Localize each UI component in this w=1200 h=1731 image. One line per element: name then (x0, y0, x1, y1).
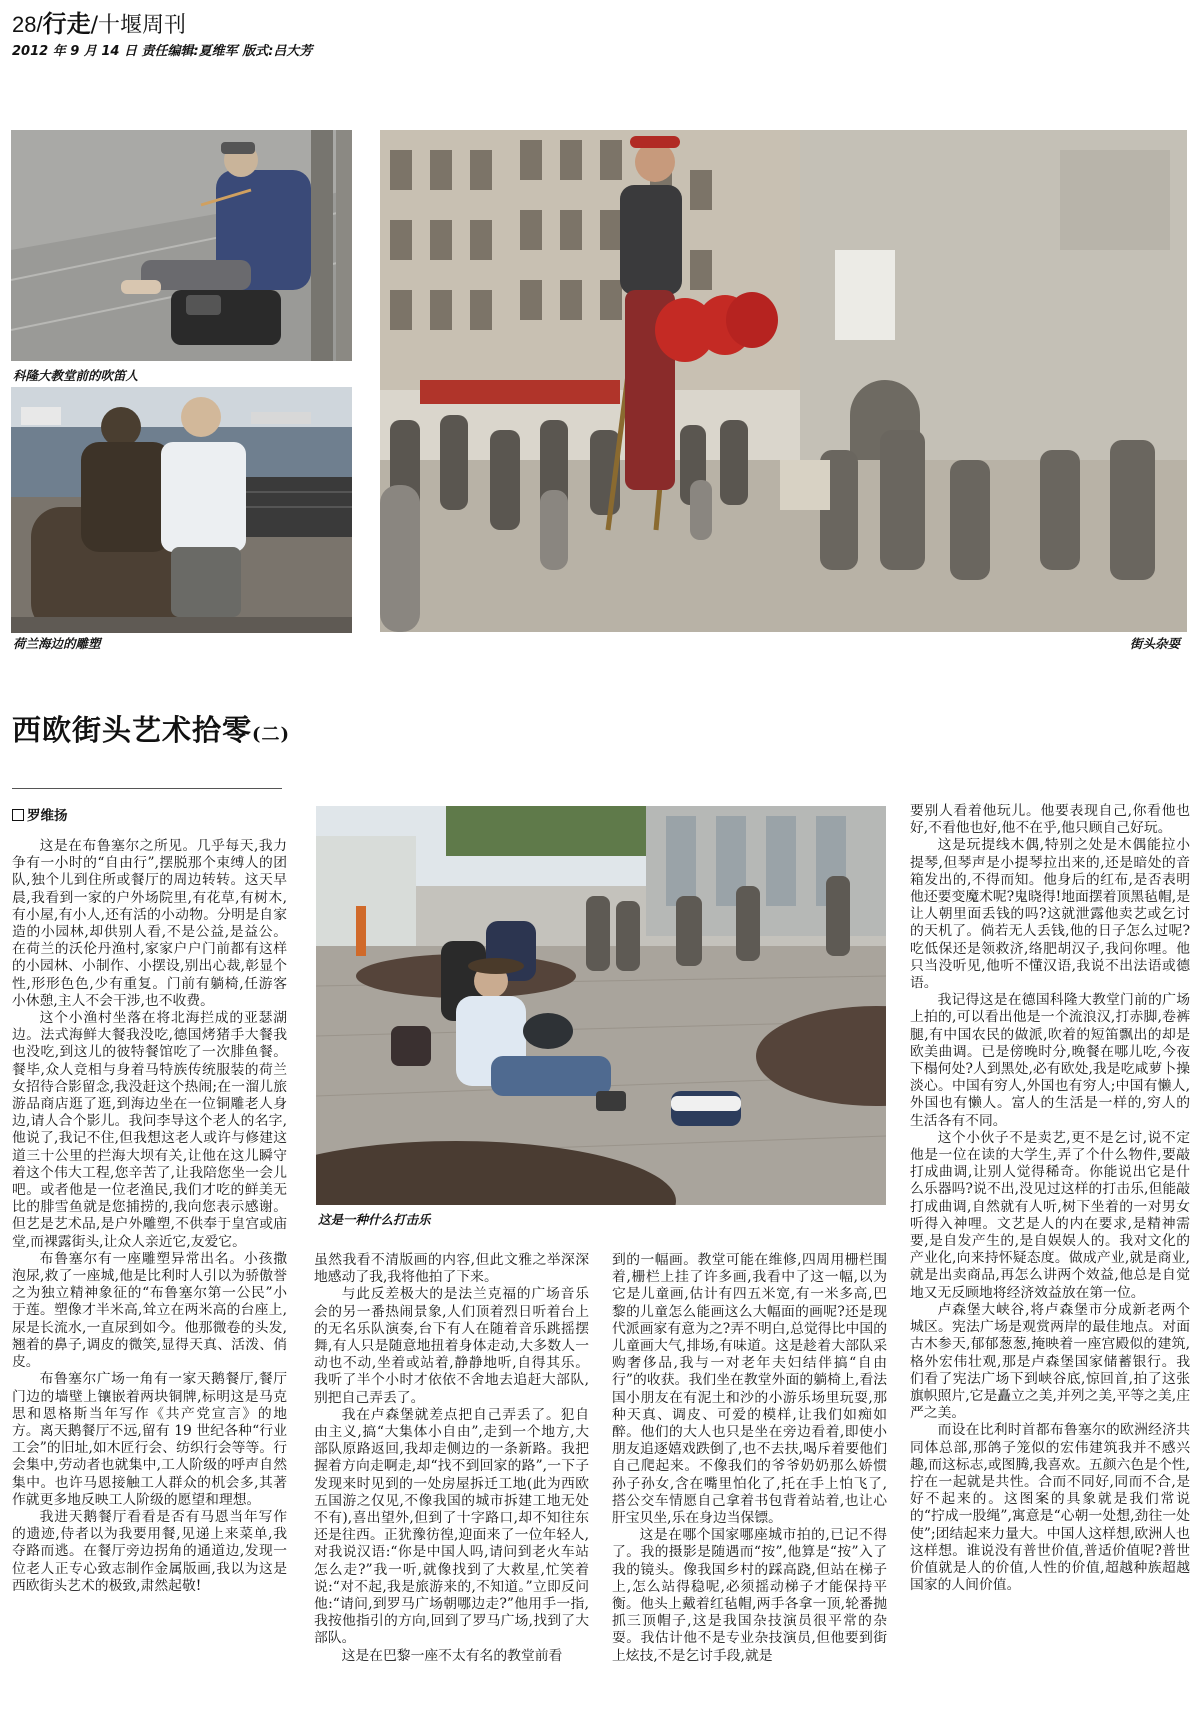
paragraph: 我在卢森堡就差点把自己弄丢了。犯自由主义,搞“大集体小自由”,走到一个地方,大部队原路返回,我却走侧边的一条新路。我把握着方向走啊走,却“找不到回家的路”,一下子发现来时见到的一处房屋拆迁工地(此为西欧五国游之仅见,不像我国的城市拆建工地无处不有),喜出望外,但到了十字路口,却不知往东还是往西。正犹豫彷徨,迎面来了一位年轻人,对我说汉语:“你是中国人吗,请问到老火车站怎么走?”我一听,就像找到了大救星,忙笑着说:“对不起,我是旅游来的,不知道。”立即反问他:“请问,到罗马广场朝哪边走?”他用手一指,我按他指引的方向,回到了罗马广场,找到了大部队。 (314, 1406, 589, 1647)
paragraph: 到的一幅画。教堂可能在维修,四周用栅栏围着,栅栏上挂了许多画,我看中了这一幅,以为它是儿童画,估计有四五米宽,有一米多高,巴黎的儿童怎么能画这么大幅面的画呢?还是现代派画家有意为之?弄不明白,总觉得比中国的儿童画大气,排场,有味道。这是趁着大部队采购奢侈品,我与一对老年夫妇结伴搞“自由行”的收获。我们坐在教堂外面的躺椅上,看法国小朋友在有泥土和沙的小游乐场里玩耍,那种天真、调皮、可爱的模样,让我们如痴如醉。他们的大人也只是坐在旁边看着,即使小朋友追逐嬉戏跌倒了,也不去扶,喝斥着要他们自己爬起来。不像我们的爷爷奶奶那么娇惯孙子孙女,含在嘴里怕化了,托在手上怕飞了,搭公交车情愿自己拿着书包背着站着,也让心肝宝贝坐,乐在身边当保镖。 (612, 1252, 887, 1527)
publication-name: /十堰周刊 (90, 13, 187, 38)
article-title-suffix: (二) (252, 724, 291, 745)
paragraph: 与此反差极大的是法兰克福的广场音乐会的另一番热闹景象,人们顶着烈日听着台上的无名乐队演奏,台下有人在随着音乐跳摇摆舞,有人只是随意地扭着身体走动,大多数人一动也不动,坐着或站着,静静地听,自得其乐。我听了半个小时才依依不舍地去追赶大部队,别把自己弄丢了。 (314, 1286, 589, 1406)
issue-meta: 2012 年 9 月 14 日 责任编辑:夏维军 版式:吕大芳 (12, 44, 313, 59)
paragraph: 这是在巴黎一座不太有名的教堂前看 (341, 1647, 563, 1664)
article-title (12, 708, 290, 749)
article-column-4 (910, 803, 1190, 1730)
paragraph: 这是在哪个国家哪座城市拍的,已记不得了。我的摄影是随遇而“按”,他算是“按”入了我的镜头。像我国乡村的踩高跷,但站在梯子上,怎么站得稳呢,必须摇动梯子才能保持平衡。他头上戴着红毡帽,两手各拿一顶,轮番抛抓三顶帽子,这是我国杂技演员很平常的杂耍。我估计他不是专业杂技演员,但他要到街上炫技,不是乞讨手段,就是 (612, 1527, 887, 1664)
paragraph: 这个小伙子不是卖艺,更不是乞讨,说不定他是一位在读的大学生,弄了个什么物件,要敲打成曲调,让别人觉得稀奇。你能说出它是什么乐器吗?说不出,没见过这样的打击乐,但能敲打成曲调,自然就有人听,树下坐着的一对男女听得入神哩。文艺是人的内在要求,是精神需要,是自发产生的,是自娱娱人的。我对文化的产业化,向来持怀疑态度。做成产业,就是商业,就是出卖商品,再怎么讲两个效益,他总是自觉地又无反顾地将经济效益放在第一位。 (910, 1129, 1190, 1301)
paragraph: 虽然我看不清版画的内容,但此文雅之举深深地感动了我,我将他拍了下来。 (314, 1252, 589, 1286)
paragraph: 布鲁塞尔广场一角有一家天鹅餐厅,餐厅门边的墙壁上镶嵌着两块铜牌,标明这是马克思和恩格斯当年写作《共产党宣言》的地方。离天鹅餐厅不远,留有 19 世纪各种“行业工会”的旧址,如木匠行会、纺织行会等等。行会集中,劳动者也就集中,工人阶级的呼声自然集中。也许马恩接触工人群众的机会多,其著作就更多地反映工人阶级的愿望和理想。 (12, 1371, 287, 1508)
article-column-3 (612, 1252, 887, 1730)
street-juggler-caption: 街头杂耍 (1130, 636, 1181, 651)
paragraph: 这个小渔村坐落在将北海拦成的亚瑟湖边。法式海鲜大餐我没吃,德国烤猪手大餐我也没吃,到这儿的彼特餐馆吃了一次腓鱼餐。餐毕,众人竞相与身着马特族传统服装的荷兰女招待合影留念,我没赶这个热闹;在一溜儿旅游品商店逛了逛,到海边坐在一位铜雕老人身边,请人合个影儿。我问李导这个老人的名字,他说了,我记不住,但我想这老人或许与修建这道三十公里的拦海大坝有关,让他在这儿瞬守着这个伟大工程,您辛苦了,让我陪您坐一会儿吧。或者他是一位老渔民,我们才吃的鲜美无比的腓雪鱼就是您捕捞的,我向您表示感谢。但艺是艺术品,是户外雕塑,不供奉于皇宫或庙堂,而裸露街头,让众人亲近它,友爱它。 (12, 1010, 287, 1250)
flute-photo-caption: 科隆大教堂前的吹笛人 (13, 368, 139, 383)
paragraph: 卢森堡大峡谷,将卢森堡市分成新老两个城区。宪法广场是观赏两岸的最佳地点。对面古木参天,郁郁葱葱,掩映着一座宫殿似的建筑,格外宏伟壮观,那是卢森堡国家储蓄银行。我们看了宪法广场下到峡谷底,惊回首,拍了这张旗帜照片,它是矗立之美,并列之美,平等之美,庄严之美。 (910, 1301, 1190, 1422)
article-column-1 (12, 838, 287, 1730)
street-juggler-photo (380, 130, 1187, 632)
page-number: 28/ (12, 12, 43, 37)
byline (12, 804, 68, 824)
paragraph: 布鲁塞尔有一座雕塑异常出名。小孩撒泡尿,救了一座城,他是比利时人引以为骄傲誉之为独立精神象征的“布鲁塞尔第一公民”小于莲。塑像才半米高,耸立在两米高的台座上,尿是长流水,一直尿到如今。他那微卷的头发,翘着的鼻子,调皮的微笑,显得天真、活泼、俏皮。 (12, 1250, 287, 1371)
page-header (12, 4, 186, 39)
statue-photo-caption: 荷兰海边的雕塑 (13, 636, 101, 651)
flute-player-photo (11, 130, 352, 361)
article-column-2 (314, 1252, 589, 1730)
percussion-photo (316, 806, 886, 1205)
paragraph: 而设在比利时首都布鲁塞尔的欧洲经济共同体总部,那鸽子笼似的宏伟建筑我并不感兴趣,而这标志,或图腾,我喜欢。五颜六色是个性,拧在一起就是共性。合而不同好,同而不合,是好不起来的。这图案的具象就是我们常说的“拧成一股绳”,寓意是“心朝一处想,劲往一处使”;团结起来力量大。中国人这样想,欧洲人也这样想。谁说没有普世价值,普适价值呢?普世价值就是人的价值,人性的价值,超越种族超越国家的人间价值。 (910, 1422, 1190, 1594)
byline-box-icon (12, 809, 24, 821)
paragraph: 我进天鹅餐厅看看是否有马恩当年写作的遗迹,侍者以为我要用餐,见递上来菜单,我夺路而逃。在餐厅旁边拐角的通道边,发现一位老人正专心致志制作金属版画,我以为这是西欧街头艺术的极致,肃然起敬! (12, 1508, 287, 1594)
section-name: 行走 (42, 10, 91, 38)
paragraph: 这是在布鲁塞尔之所见。几乎每天,我力争有一小时的“自由行”,摆脱那个束缚人的团队,独个儿到住所或餐厅的周边转转。这天早晨,我看到一家的户外场院里,有花草,有树木,有小屋,有小人,还有活的小动物。分明是自家造的小园林,却供别人看,不是公益,是益公。在荷兰的沃伦丹渔村,家家户户门前都有这样的小园林、小制作、小摆设,别出心裁,彰显个性,形形色色,少有重复。门前有躺椅,任游客小休憩,主人不会干涉,也不收费。 (12, 838, 287, 1009)
percussion-photo-caption: 这是一种什么打击乐 (318, 1212, 431, 1227)
statue-photo (11, 387, 352, 633)
paragraph: 我记得这是在德国科隆大教堂门前的广场上拍的,可以看出他是一个流浪汉,打赤脚,卷裤腿,有中国农民的做派,吹着的短笛飘出的却是欧美曲调。已是傍晚时分,晚餐在哪儿吃,今夜下榻何处?人到黑处,必有欧处,我是吃咸萝卜操淡心。中国有穷人,外国也有穷人;中国有懒人,外国也有懒人。富人的生活是一样的,穷人的生活各有不同。 (910, 992, 1190, 1129)
byline-divider (12, 788, 282, 789)
paragraph: 要别人看着他玩儿。他要表现自己,你看他也好,不看他也好,他不在乎,他只顾自己好玩。 (910, 803, 1190, 837)
paragraph: 这是玩提线木偶,特别之处是木偶能拉小提琴,但琴声是小提琴拉出来的,还是暗处的音箱发出的,不得而知。他身后的红布,是否表明他还要变魔术呢?鬼晓得!地面摆着顶黑毡帽,是让人朝里面丢钱的吗?这就泄露他卖艺或乞讨的天机了。倘若无人丢钱,他的日子怎么过呢?吃低保还是领救济,络肥胡汉子,我问你哩。他只当没听见,他听不懂汉语,我说不出法语或德语。 (910, 837, 1190, 992)
article-title-text: 西欧街头艺术拾零 (12, 713, 253, 747)
author-name: 罗维扬 (27, 808, 68, 824)
